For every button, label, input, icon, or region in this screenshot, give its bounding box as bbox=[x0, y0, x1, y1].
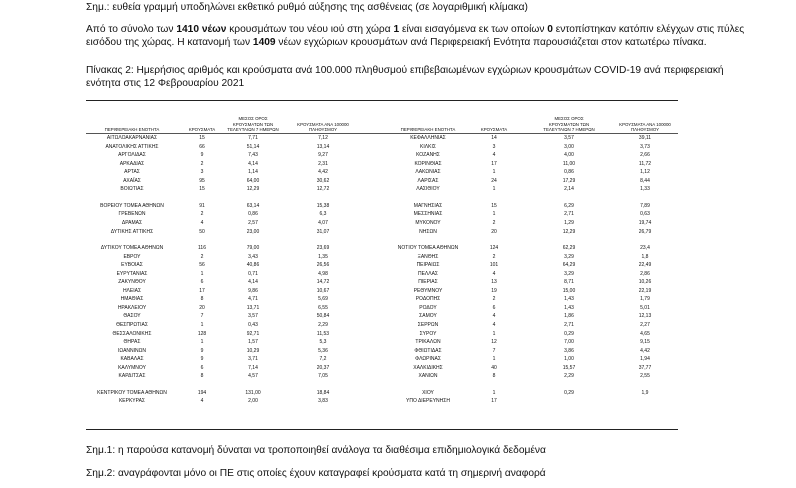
cell-cases-right: 124 bbox=[489, 245, 499, 252]
cell-region-right: ΛΑΡΙΣΑΣ bbox=[417, 177, 439, 184]
cell-avg-7d-right: 64,29 bbox=[562, 262, 576, 269]
cell-region: ΕΥΡΥΤΑΝΙΑΣ bbox=[116, 270, 148, 277]
cell-per-100k-right: 2,66 bbox=[640, 152, 650, 159]
cell-cases-right: 20 bbox=[491, 228, 497, 235]
cell-per-100k-right: 11,72 bbox=[638, 160, 652, 167]
cell-per-100k: 6,55 bbox=[318, 304, 328, 311]
cell-cases-right: 4 bbox=[492, 152, 496, 159]
footnote-2: Σημ.2: αναγράφονται μόνο οι ΠΕ στις οποίες έχουν καταγραφεί κρούσματα κατά τη σημερινή αναφορά bbox=[86, 468, 546, 479]
cell-region-right: ΞΑΝΘΗΣ bbox=[417, 253, 439, 260]
cell-region: ΒΟΡΕΙΟΥ ΤΟΜΕΑ ΑΘΗΝΩΝ bbox=[100, 202, 164, 209]
cell-region-right: ΜΑΓΝΗΣΙΑΣ bbox=[413, 202, 443, 209]
cases-table bbox=[86, 113, 678, 427]
header-region: ΠΕΡΙΦΕΡΕΙΑΚΗ ΕΝΟΤΗΤΑ bbox=[104, 127, 160, 133]
cell-region-right: ΦΛΩΡΙΝΑΣ bbox=[415, 356, 441, 363]
cell-avg-7d: 23,00 bbox=[246, 228, 260, 235]
table-row bbox=[86, 279, 678, 286]
cell-cases: 20 bbox=[199, 304, 205, 311]
table-row bbox=[86, 373, 678, 380]
cell-cases: 8 bbox=[200, 373, 204, 380]
header-avg-7d-right: ΜΕΣΟΣ ΟΡΟΣ ΚΡΟΥΣΜΑΤΩΝ ΤΩΝ ΤΕΛΕΥΤΑΙΩΝ 7 ΗΜΕΡΩΝ bbox=[543, 116, 595, 133]
cell-avg-7d: 1,57 bbox=[248, 339, 258, 346]
cell-avg-7d: 64,00 bbox=[246, 177, 260, 184]
cell-region: ΗΛΕΙΑΣ bbox=[122, 287, 142, 294]
header-region-right: ΠΕΡΙΦΕΡΕΙΑΚΗ ΕΝΟΤΗΤΑ bbox=[400, 127, 456, 133]
cell-avg-7d-right: 3,00 bbox=[564, 143, 574, 150]
cell-region-right: ΠΕΙΡΑΙΩΣ bbox=[416, 262, 440, 269]
cell-per-100k: 4,42 bbox=[318, 169, 328, 176]
cell-region: ΘΗΡΑΣ bbox=[123, 339, 141, 346]
table-row bbox=[86, 390, 678, 397]
cell-avg-7d: 13,71 bbox=[246, 304, 260, 311]
table-row bbox=[86, 135, 678, 142]
cell-region: ΑΧΑΪΑΣ bbox=[123, 177, 141, 184]
cell-per-100k: 13,14 bbox=[316, 143, 330, 150]
table-row bbox=[86, 313, 678, 320]
table-row bbox=[86, 296, 678, 303]
cell-cases: 50 bbox=[199, 228, 205, 235]
cell-cases: 128 bbox=[197, 330, 207, 337]
cell-region-right: ΝΟΤΙΟΥ ΤΟΜΕΑ ΑΘΗΝΩΝ bbox=[397, 245, 459, 252]
cell-avg-7d-right: 11,00 bbox=[562, 160, 576, 167]
cell-region-right: ΠΕΛΛΑΣ bbox=[417, 270, 439, 277]
cell-avg-7d: 4,14 bbox=[248, 279, 258, 286]
cell-avg-7d-right: 2,29 bbox=[564, 373, 574, 380]
cell-cases: 4 bbox=[200, 398, 204, 405]
cell-region-right: ΠΙΕΡΙΑΣ bbox=[418, 279, 438, 286]
cell-avg-7d: 0,43 bbox=[248, 322, 258, 328]
cell-avg-7d: 10,29 bbox=[246, 347, 260, 354]
cell-region: ΑΡΤΑΣ bbox=[124, 169, 140, 176]
intro-line-1: Από το σύνολο των 1410 νέων κρουσμάτων του νέου ιού στη χώρα 1 είναι εισαγόμενα εκ των οποίων 0 εντοπίστηκαν κατόπιν ελέγχων στις πύλες bbox=[86, 24, 745, 35]
cell-avg-7d: 0,71 bbox=[248, 270, 258, 277]
cell-region: ΑΙΤΩΛΟΑΚΑΡΝΑΝΙΑΣ bbox=[106, 135, 158, 141]
cell-avg-7d-right: 3,57 bbox=[564, 135, 574, 141]
cell-per-100k: 12,72 bbox=[316, 186, 330, 193]
cell-cases-right: 14 bbox=[491, 135, 497, 141]
table-row bbox=[86, 288, 678, 295]
cell-region-right: ΚΟΖΑΝΗΣ bbox=[416, 152, 440, 159]
cell-avg-7d-right: 4,00 bbox=[564, 152, 574, 159]
table-row bbox=[86, 262, 678, 269]
table-row bbox=[86, 398, 678, 405]
cell-avg-7d: 1,14 bbox=[248, 169, 258, 176]
cell-region-right: ΦΘΙΩΤΙΔΑΣ bbox=[414, 347, 442, 354]
cell-cases-right: 8 bbox=[492, 373, 496, 380]
cell-cases: 1 bbox=[200, 322, 204, 328]
table-top-rule bbox=[86, 100, 678, 101]
cell-avg-7d-right: 17,29 bbox=[562, 177, 576, 184]
cell-per-100k-right: 39,11 bbox=[638, 135, 652, 141]
cell-per-100k: 10,67 bbox=[316, 287, 330, 294]
cell-per-100k-right: 26,79 bbox=[638, 228, 652, 235]
cell-cases-right: 4 bbox=[492, 313, 496, 320]
cell-avg-7d: 2,57 bbox=[248, 219, 258, 226]
cell-region: ΖΑΚΥΝΘΟΥ bbox=[118, 279, 146, 286]
cell-cases: 91 bbox=[199, 202, 205, 209]
cell-per-100k-right: 5,01 bbox=[640, 304, 650, 311]
cell-cases: 2 bbox=[200, 253, 204, 260]
cell-avg-7d: 3,43 bbox=[248, 253, 258, 260]
cell-per-100k-right: 1,8 bbox=[641, 253, 649, 260]
cell-avg-7d: 4,14 bbox=[248, 160, 258, 167]
cell-cases: 6 bbox=[200, 279, 204, 286]
cell-avg-7d: 40,86 bbox=[246, 262, 260, 269]
cell-cases-right: 15 bbox=[491, 202, 497, 209]
cell-avg-7d-right: 15,00 bbox=[562, 287, 576, 294]
footnote-1: Σημ.1: η παρούσα κατανομή δύναται να τροποποιηθεί ανάλογα τα διαθέσιμα επιδημιολογικά δεδομένα bbox=[86, 445, 546, 456]
cell-cases-right: 13 bbox=[491, 279, 497, 286]
table-row bbox=[86, 211, 678, 218]
cell-per-100k-right: 22,49 bbox=[638, 262, 652, 269]
cell-per-100k: 23,69 bbox=[316, 245, 330, 252]
cell-cases-right: 1 bbox=[492, 389, 496, 396]
cell-per-100k: 5,69 bbox=[318, 296, 328, 303]
cell-avg-7d-right: 0,29 bbox=[564, 389, 574, 396]
cell-region: ΒΟΙΩΤΙΑΣ bbox=[120, 186, 144, 193]
cell-region: ΕΥΒΟΙΑΣ bbox=[121, 262, 143, 269]
cell-per-100k-right: 22,19 bbox=[638, 287, 652, 294]
cell-avg-7d-right: 0,29 bbox=[564, 330, 574, 337]
cell-cases-right: 101 bbox=[489, 262, 499, 269]
cell-avg-7d: 3,57 bbox=[248, 313, 258, 320]
cell-region: ΔΡΑΜΑΣ bbox=[121, 219, 143, 226]
header-per-100k-right: ΚΡΟΥΣΜΑΤΑ ΑΝΑ 100000 ΠΛΗΘΥΣΜΟΥ bbox=[619, 121, 671, 133]
cell-cases-right: 1 bbox=[492, 356, 496, 363]
table-bottom-rule bbox=[86, 429, 678, 430]
cell-cases: 6 bbox=[200, 364, 204, 371]
cell-cases-right: 3 bbox=[492, 143, 496, 150]
cell-region-right: ΚΟΡΙΝΘΙΑΣ bbox=[414, 160, 442, 167]
cell-per-100k: 3,83 bbox=[318, 398, 328, 405]
cell-region: ΚΑΛΥΜΝΟΥ bbox=[118, 364, 146, 371]
cell-cases-right: 12 bbox=[491, 339, 497, 346]
cell-avg-7d-right: 1,00 bbox=[564, 356, 574, 363]
cell-cases-right: 17 bbox=[491, 398, 497, 405]
cell-avg-7d-right: 6,29 bbox=[564, 202, 574, 209]
cell-cases: 116 bbox=[198, 245, 206, 252]
cell-avg-7d: 7,71 bbox=[248, 135, 258, 141]
cell-per-100k-right: 1,12 bbox=[640, 169, 650, 176]
cell-per-100k-right: 10,26 bbox=[638, 279, 652, 286]
table-row bbox=[86, 339, 678, 346]
cell-region: ΘΕΣΠΡΩΤΙΑΣ bbox=[116, 322, 148, 328]
intro-line-2: εισόδου της χώρας. Η κατανομή των 1409 νέων εγχώριων κρουσμάτων ανά Περιφερειακή Ενότητα παρουσιάζεται στον κατωτέρω πίνακα. bbox=[86, 37, 707, 48]
header-cases-right: ΚΡΟΥΣΜΑΤΑ bbox=[480, 127, 508, 133]
table-row bbox=[86, 348, 678, 355]
cell-region-right: ΡΟΔΟΠΗΣ bbox=[415, 296, 441, 303]
cell-avg-7d-right: 3,86 bbox=[564, 347, 574, 354]
cell-region-right: ΡΕΘΥΜΝΟΥ bbox=[413, 287, 443, 294]
cell-region-right: ΣΑΜΟΥ bbox=[419, 313, 437, 320]
cell-per-100k: 30,62 bbox=[316, 177, 330, 184]
cell-avg-7d: 7,14 bbox=[248, 364, 258, 371]
table-row bbox=[86, 220, 678, 227]
cell-region: ΗΡΑΚΛΕΙΟΥ bbox=[117, 304, 147, 311]
cell-per-100k: 5,36 bbox=[318, 347, 328, 354]
table-row bbox=[86, 161, 678, 168]
cell-region: ΘΕΣΣΑΛΟΝΙΚΗΣ bbox=[112, 330, 152, 337]
table-row bbox=[86, 152, 678, 159]
chart-note: Σημ.: ευθεία γραμμή υποδηλώνει εκθετικό ρυθμό αύξησης της ασθένειας (σε λογαριθμική κλίμακα) bbox=[86, 2, 528, 13]
cell-cases: 2 bbox=[200, 211, 204, 218]
cell-cases-right: 4 bbox=[492, 270, 496, 277]
table-row bbox=[86, 169, 678, 176]
cell-cases: 15 bbox=[199, 186, 205, 193]
cell-per-100k-right: 8,44 bbox=[640, 177, 650, 184]
cell-avg-7d-right: 2,14 bbox=[564, 186, 574, 193]
cell-avg-7d-right: 1,43 bbox=[564, 304, 574, 311]
cell-region-right: ΤΡΙΚΑΛΩΝ bbox=[415, 339, 441, 346]
cell-cases-right: 24 bbox=[491, 177, 497, 184]
cell-region: ΑΡΓΟΛΙΔΑΣ bbox=[118, 152, 146, 159]
cell-cases-right: 1 bbox=[492, 186, 496, 193]
cell-per-100k: 11,53 bbox=[316, 330, 330, 337]
table-row bbox=[86, 331, 678, 338]
cell-avg-7d: 3,71 bbox=[248, 356, 258, 363]
cell-per-100k: 2,29 bbox=[318, 322, 328, 328]
table-row bbox=[86, 229, 678, 236]
cell-cases: 4 bbox=[200, 219, 204, 226]
cell-region: ΑΡΚΑΔΙΑΣ bbox=[119, 160, 145, 167]
cell-per-100k: 31,07 bbox=[316, 228, 330, 235]
cell-per-100k-right: 3,73 bbox=[640, 143, 650, 150]
table-row bbox=[86, 144, 678, 151]
cell-cases-right: 40 bbox=[491, 364, 497, 371]
cell-cases: 95 bbox=[199, 177, 205, 184]
cell-region: ΑΝΑΤΟΛΙΚΗΣ ΑΤΤΙΚΗΣ bbox=[105, 143, 159, 150]
cell-avg-7d-right: 62,29 bbox=[562, 245, 576, 252]
cell-avg-7d: 51,14 bbox=[246, 143, 260, 150]
cell-avg-7d: 12,29 bbox=[246, 186, 260, 193]
cell-per-100k: 7,2 bbox=[319, 356, 327, 363]
cell-cases: 8 bbox=[200, 296, 204, 303]
cell-cases: 66 bbox=[199, 143, 205, 150]
cell-avg-7d-right: 2,71 bbox=[564, 322, 574, 328]
cell-per-100k-right: 9,15 bbox=[640, 339, 650, 346]
cell-cases: 2 bbox=[200, 160, 204, 167]
cell-avg-7d: 2,00 bbox=[248, 398, 258, 405]
cell-per-100k: 18,84 bbox=[316, 389, 330, 396]
table-row bbox=[86, 203, 678, 210]
cell-per-100k-right: 1,94 bbox=[640, 356, 650, 363]
cell-region: ΕΒΡΟΥ bbox=[123, 253, 141, 260]
cell-region: ΔΥΤΙΚΟΥ ΤΟΜΕΑ ΑΘΗΝΩΝ bbox=[100, 245, 164, 252]
cell-cases: 194 bbox=[197, 389, 207, 396]
cell-per-100k-right: 37,77 bbox=[638, 364, 652, 371]
cell-avg-7d-right: 2,71 bbox=[564, 211, 574, 218]
cell-region-right: ΛΑΣΙΘΙΟΥ bbox=[416, 186, 440, 193]
cell-region-right: ΝΗΣΩΝ bbox=[419, 228, 437, 235]
cell-per-100k-right: 1,9 bbox=[641, 389, 649, 396]
table-row bbox=[86, 271, 678, 278]
cell-avg-7d: 0,86 bbox=[248, 211, 258, 218]
cell-cases-right: 2 bbox=[492, 219, 496, 226]
cell-per-100k: 5,3 bbox=[319, 339, 327, 346]
cell-per-100k-right: 2,55 bbox=[640, 373, 650, 380]
cell-per-100k: 26,56 bbox=[316, 262, 330, 269]
cell-region-right: ΣΥΡΟΥ bbox=[419, 330, 437, 337]
cell-avg-7d-right: 3,29 bbox=[564, 253, 574, 260]
cell-avg-7d-right: 7,00 bbox=[564, 339, 574, 346]
cell-region-right: ΧΙΟΥ bbox=[422, 389, 434, 396]
cell-cases: 9 bbox=[200, 152, 204, 159]
cell-cases-right: 4 bbox=[492, 322, 496, 328]
cell-cases: 7 bbox=[200, 313, 204, 320]
cell-per-100k-right: 12,13 bbox=[638, 313, 652, 320]
cell-avg-7d-right: 0,86 bbox=[564, 169, 574, 176]
cell-per-100k: 2,31 bbox=[318, 160, 328, 167]
cell-per-100k-right: 0,63 bbox=[640, 211, 650, 218]
table-row bbox=[86, 245, 678, 252]
cell-avg-7d: 92,71 bbox=[246, 330, 260, 337]
cell-cases: 9 bbox=[200, 356, 204, 363]
cell-per-100k: 1,35 bbox=[318, 253, 328, 260]
table-row bbox=[86, 178, 678, 185]
cell-cases-right: 1 bbox=[492, 330, 496, 337]
cell-per-100k-right: 7,89 bbox=[640, 202, 650, 209]
cell-per-100k: 20,37 bbox=[316, 364, 330, 371]
cell-per-100k: 4,98 bbox=[318, 270, 328, 277]
cell-region-right: ΚΕΦΑΛΛΗΝΙΑΣ bbox=[410, 135, 446, 141]
cell-cases: 15 bbox=[199, 135, 205, 141]
cell-avg-7d: 63,14 bbox=[246, 202, 260, 209]
cell-cases: 1 bbox=[200, 339, 204, 346]
cell-per-100k: 7,05 bbox=[318, 373, 328, 380]
cell-cases-right: 6 bbox=[492, 304, 496, 311]
cell-region: ΗΜΑΘΙΑΣ bbox=[120, 296, 144, 303]
cell-cases-right: 7 bbox=[492, 347, 496, 354]
cell-avg-7d-right: 1,43 bbox=[564, 296, 574, 303]
cell-region-right: ΜΕΣΣΗΝΙΑΣ bbox=[413, 211, 443, 218]
cell-region: ΚΑΒΑΛΑΣ bbox=[120, 356, 144, 363]
cell-region: ΘΑΣΟΥ bbox=[123, 313, 141, 320]
table-row bbox=[86, 356, 678, 363]
cell-cases-right: 1 bbox=[492, 211, 496, 218]
header-per-100k: ΚΡΟΥΣΜΑΤΑ ΑΝΑ 100000 ΠΛΗΘΥΣΜΟΥ bbox=[297, 121, 349, 133]
cell-cases: 1 bbox=[200, 270, 204, 277]
cell-per-100k-right: 4,65 bbox=[640, 330, 650, 337]
cell-per-100k: 14,72 bbox=[316, 279, 330, 286]
table-row bbox=[86, 186, 678, 193]
table-row bbox=[86, 254, 678, 261]
cell-cases-right: 19 bbox=[491, 287, 497, 294]
cell-avg-7d: 9,86 bbox=[248, 287, 258, 294]
cell-region: ΚΑΡΔΙΤΣΑΣ bbox=[118, 373, 146, 380]
cell-cases: 3 bbox=[200, 169, 204, 176]
cell-cases-right: 2 bbox=[492, 296, 496, 303]
cell-avg-7d: 131,00 bbox=[245, 389, 261, 396]
header-avg-7d: ΜΕΣΟΣ ΟΡΟΣ ΚΡΟΥΣΜΑΤΩΝ ΤΩΝ ΤΕΛΕΥΤΑΙΩΝ 7 ΗΜΕΡΩΝ bbox=[227, 116, 279, 133]
intro-paragraph bbox=[86, 23, 744, 49]
cell-per-100k: 15,38 bbox=[316, 202, 330, 209]
cell-per-100k-right: 2,27 bbox=[640, 322, 650, 328]
cell-region: ΓΡΕΒΕΝΩΝ bbox=[118, 211, 146, 218]
cell-avg-7d: 4,57 bbox=[248, 373, 258, 380]
cell-per-100k-right: 2,86 bbox=[640, 270, 650, 277]
cell-avg-7d-right: 8,71 bbox=[564, 279, 574, 286]
cell-region: ΔΥΤΙΚΗΣ ΑΤΤΙΚΗΣ bbox=[110, 228, 154, 235]
cell-avg-7d: 4,71 bbox=[248, 296, 258, 303]
cell-per-100k: 4,07 bbox=[318, 219, 328, 226]
cell-region-right: ΚΙΛΚΙΣ bbox=[420, 143, 436, 150]
table-caption: Πίνακας 2: Ημερήσιος αριθμός και κρούσματα ανά 100.000 πληθυσμού επιβεβαιωμένων εγχώριων κρουσμάτων COVID-19 ανά περιφερειακή ενότητα στις 12 Φεβρουαρίου 2021 bbox=[86, 65, 724, 89]
cell-region-right: ΧΑΝΙΩΝ bbox=[418, 373, 438, 380]
cell-per-100k: 9,27 bbox=[318, 152, 328, 159]
cell-per-100k: 7,12 bbox=[318, 135, 328, 141]
cell-region: ΚΕΝΤΡΙΚΟΥ ΤΟΜΕΑ ΑΘΗΝΩΝ bbox=[97, 389, 167, 396]
cell-cases: 9 bbox=[200, 347, 204, 354]
cell-avg-7d-right: 12,29 bbox=[562, 228, 576, 235]
cell-region: ΙΩΑΝΝΙΝΩΝ bbox=[117, 347, 147, 354]
table-row bbox=[86, 365, 678, 372]
cell-region-right: ΡΟΔΟΥ bbox=[419, 304, 437, 311]
cell-avg-7d-right: 1,86 bbox=[564, 313, 574, 320]
cell-per-100k-right: 1,79 bbox=[640, 296, 650, 303]
cell-per-100k: 6,3 bbox=[319, 211, 327, 218]
table-row bbox=[86, 305, 678, 312]
header-cases: ΚΡΟΥΣΜΑΤΑ bbox=[188, 127, 216, 133]
cell-region: ΚΕΡΚΥΡΑΣ bbox=[118, 398, 146, 405]
cell-cases-right: 2 bbox=[492, 253, 496, 260]
table-row bbox=[86, 322, 678, 329]
cell-avg-7d: 7,43 bbox=[248, 152, 258, 159]
cell-cases: 17 bbox=[199, 287, 205, 294]
cell-cases-right: 1 bbox=[492, 169, 496, 176]
cell-region-right: ΣΕΡΡΩΝ bbox=[417, 322, 439, 328]
header-underline bbox=[86, 133, 678, 134]
cell-avg-7d: 79,00 bbox=[246, 245, 260, 252]
cell-avg-7d-right: 3,29 bbox=[564, 270, 574, 277]
cell-per-100k-right: 1,33 bbox=[640, 186, 650, 193]
cell-region-right: ΧΑΛΚΙΔΙΚΗΣ bbox=[413, 364, 443, 371]
cell-per-100k-right: 19,74 bbox=[638, 219, 652, 226]
cell-cases: 56 bbox=[199, 262, 205, 269]
cell-per-100k: 50,84 bbox=[316, 313, 330, 320]
cell-region-right: ΛΑΚΩΝΙΑΣ bbox=[415, 169, 441, 176]
cell-region-right: ΥΠΟ ΔΙΕΡΕΥΝΗΣΗ bbox=[406, 398, 450, 405]
cell-region-right: ΜΥΚΟΝΟΥ bbox=[415, 219, 441, 226]
cell-per-100k-right: 4,42 bbox=[640, 347, 650, 354]
cell-avg-7d-right: 15,57 bbox=[562, 364, 576, 371]
cell-cases-right: 17 bbox=[491, 160, 497, 167]
cell-avg-7d-right: 1,29 bbox=[564, 219, 574, 226]
cell-per-100k-right: 23,4 bbox=[640, 245, 650, 252]
